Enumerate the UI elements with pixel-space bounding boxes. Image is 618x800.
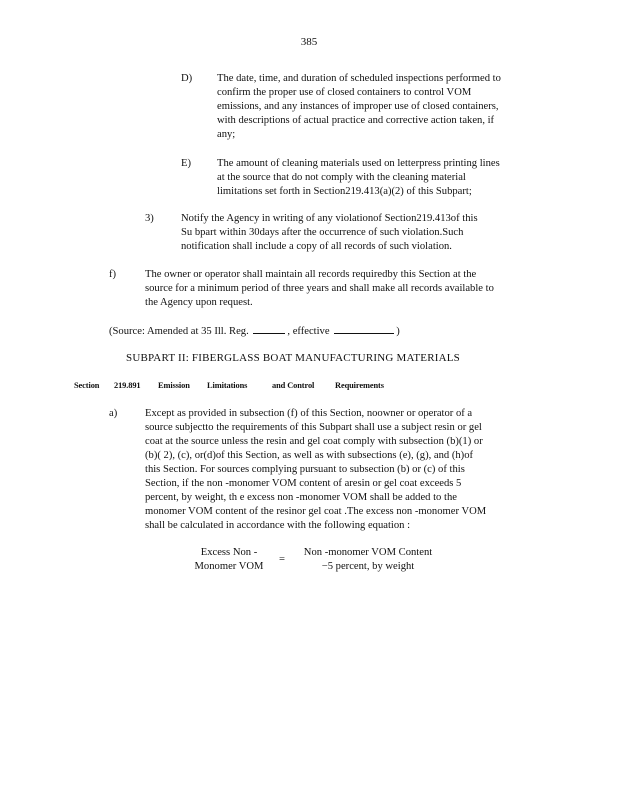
source-suffix: ): [396, 326, 400, 337]
subpart-heading: SUBPART II: FIBERGLASS BOAT MANUFACTURING MATERIALS: [126, 352, 460, 364]
source-effective: , effective: [287, 326, 330, 337]
item-e-line: The amount of cleaning materials used on letterpress printing lines: [217, 158, 500, 169]
item-d-line: with descriptions of actual practice and corrective action taken, if: [217, 115, 495, 126]
item-3-line: Su bpart within 30days after the occurrence of such violation.Such: [181, 227, 464, 238]
item-a-line: (b)( 2), (c), or(d)of this Section, as well as with subsections (e), (g), and (h)of: [145, 450, 474, 461]
item-f-line: source for a minimum period of three years and shall make all records available to: [145, 283, 494, 294]
item-e-marker: E): [181, 158, 191, 169]
section-title-word: and Control: [272, 381, 315, 390]
item-a-line: shall be calculated in accordance with the following equation :: [145, 520, 411, 531]
item-d-line: emissions, and any instances of improper use of closed containers,: [217, 101, 499, 112]
equation-rhs-line: −5 percent, by weight: [321, 561, 415, 572]
item-a-marker: a): [109, 408, 118, 419]
item-e-line: limitations set forth in Section219.413(a)(2) of this Subpart;: [217, 186, 472, 197]
item-d-marker: D): [181, 73, 193, 84]
item-a-line: this Section. For sources complying pursuant to subsection (b) or (c) of this: [145, 464, 465, 475]
equation-lhs-line: Monomer VOM: [194, 561, 264, 572]
item-a-line: source subjectto the requirements of this Subpart shall use a subject resin or gel: [145, 422, 482, 433]
equation-lhs-line: Excess Non -: [200, 547, 258, 558]
section-label: Section: [74, 381, 100, 390]
item-a-line: monomer VOM content of the resinor gel coat .The excess non -monomer VOM: [145, 506, 487, 517]
item-3-marker: 3): [145, 213, 154, 224]
equation-rhs: [298, 546, 438, 574]
equation-lhs: [190, 546, 268, 574]
item-e-text: [217, 157, 500, 199]
item-d-line: confirm the proper use of closed containers to control VOM: [217, 87, 472, 98]
source-note: [109, 324, 400, 339]
section-title-word: Emission: [158, 381, 190, 390]
item-f-marker: f): [109, 269, 117, 280]
page-number: 385: [300, 36, 318, 48]
item-d-line: any;: [217, 129, 236, 140]
item-a-text: [145, 407, 486, 533]
section-number: 219.891: [114, 381, 141, 390]
item-d-text: [217, 72, 501, 142]
section-title-word: Requirements: [335, 381, 384, 390]
effective-date-blank: [334, 324, 394, 334]
item-f-line: The owner or operator shall maintain all records requiredby this Section at the: [145, 269, 477, 280]
item-d-line: The date, time, and duration of scheduled inspections performed to: [217, 73, 501, 84]
item-f-text: [145, 268, 494, 310]
item-e-line: at the source that do not comply with the cleaning material: [217, 172, 466, 183]
item-3-line: Notify the Agency in writing of any violationof Section219.413of this: [181, 213, 478, 224]
item-3-line: notification shall include a copy of all records of such violation.: [181, 241, 452, 252]
item-a-line: coat at the source unless the resin and gel coat comply with subsection (b)(1) or: [145, 436, 483, 447]
item-3-text: [181, 212, 478, 254]
item-a-line: Section, if the non -monomer VOM content of aresin or gel coat exceeds 5: [145, 478, 462, 489]
item-a-line: Except as provided in subsection (f) of this Section, noowner or operator of a: [145, 408, 473, 419]
section-title-word: Limitations: [207, 381, 248, 390]
item-a-line: percent, by weight, th e excess non -monomer VOM shall be added to the: [145, 492, 457, 503]
equation-operator: =: [279, 554, 285, 565]
register-volume-blank: [253, 324, 285, 334]
source-prefix: (Source: Amended at 35 Ill. Reg.: [109, 326, 249, 337]
equation-rhs-line: Non -monomer VOM Content: [303, 547, 433, 558]
item-f-line: the Agency upon request.: [145, 297, 253, 308]
